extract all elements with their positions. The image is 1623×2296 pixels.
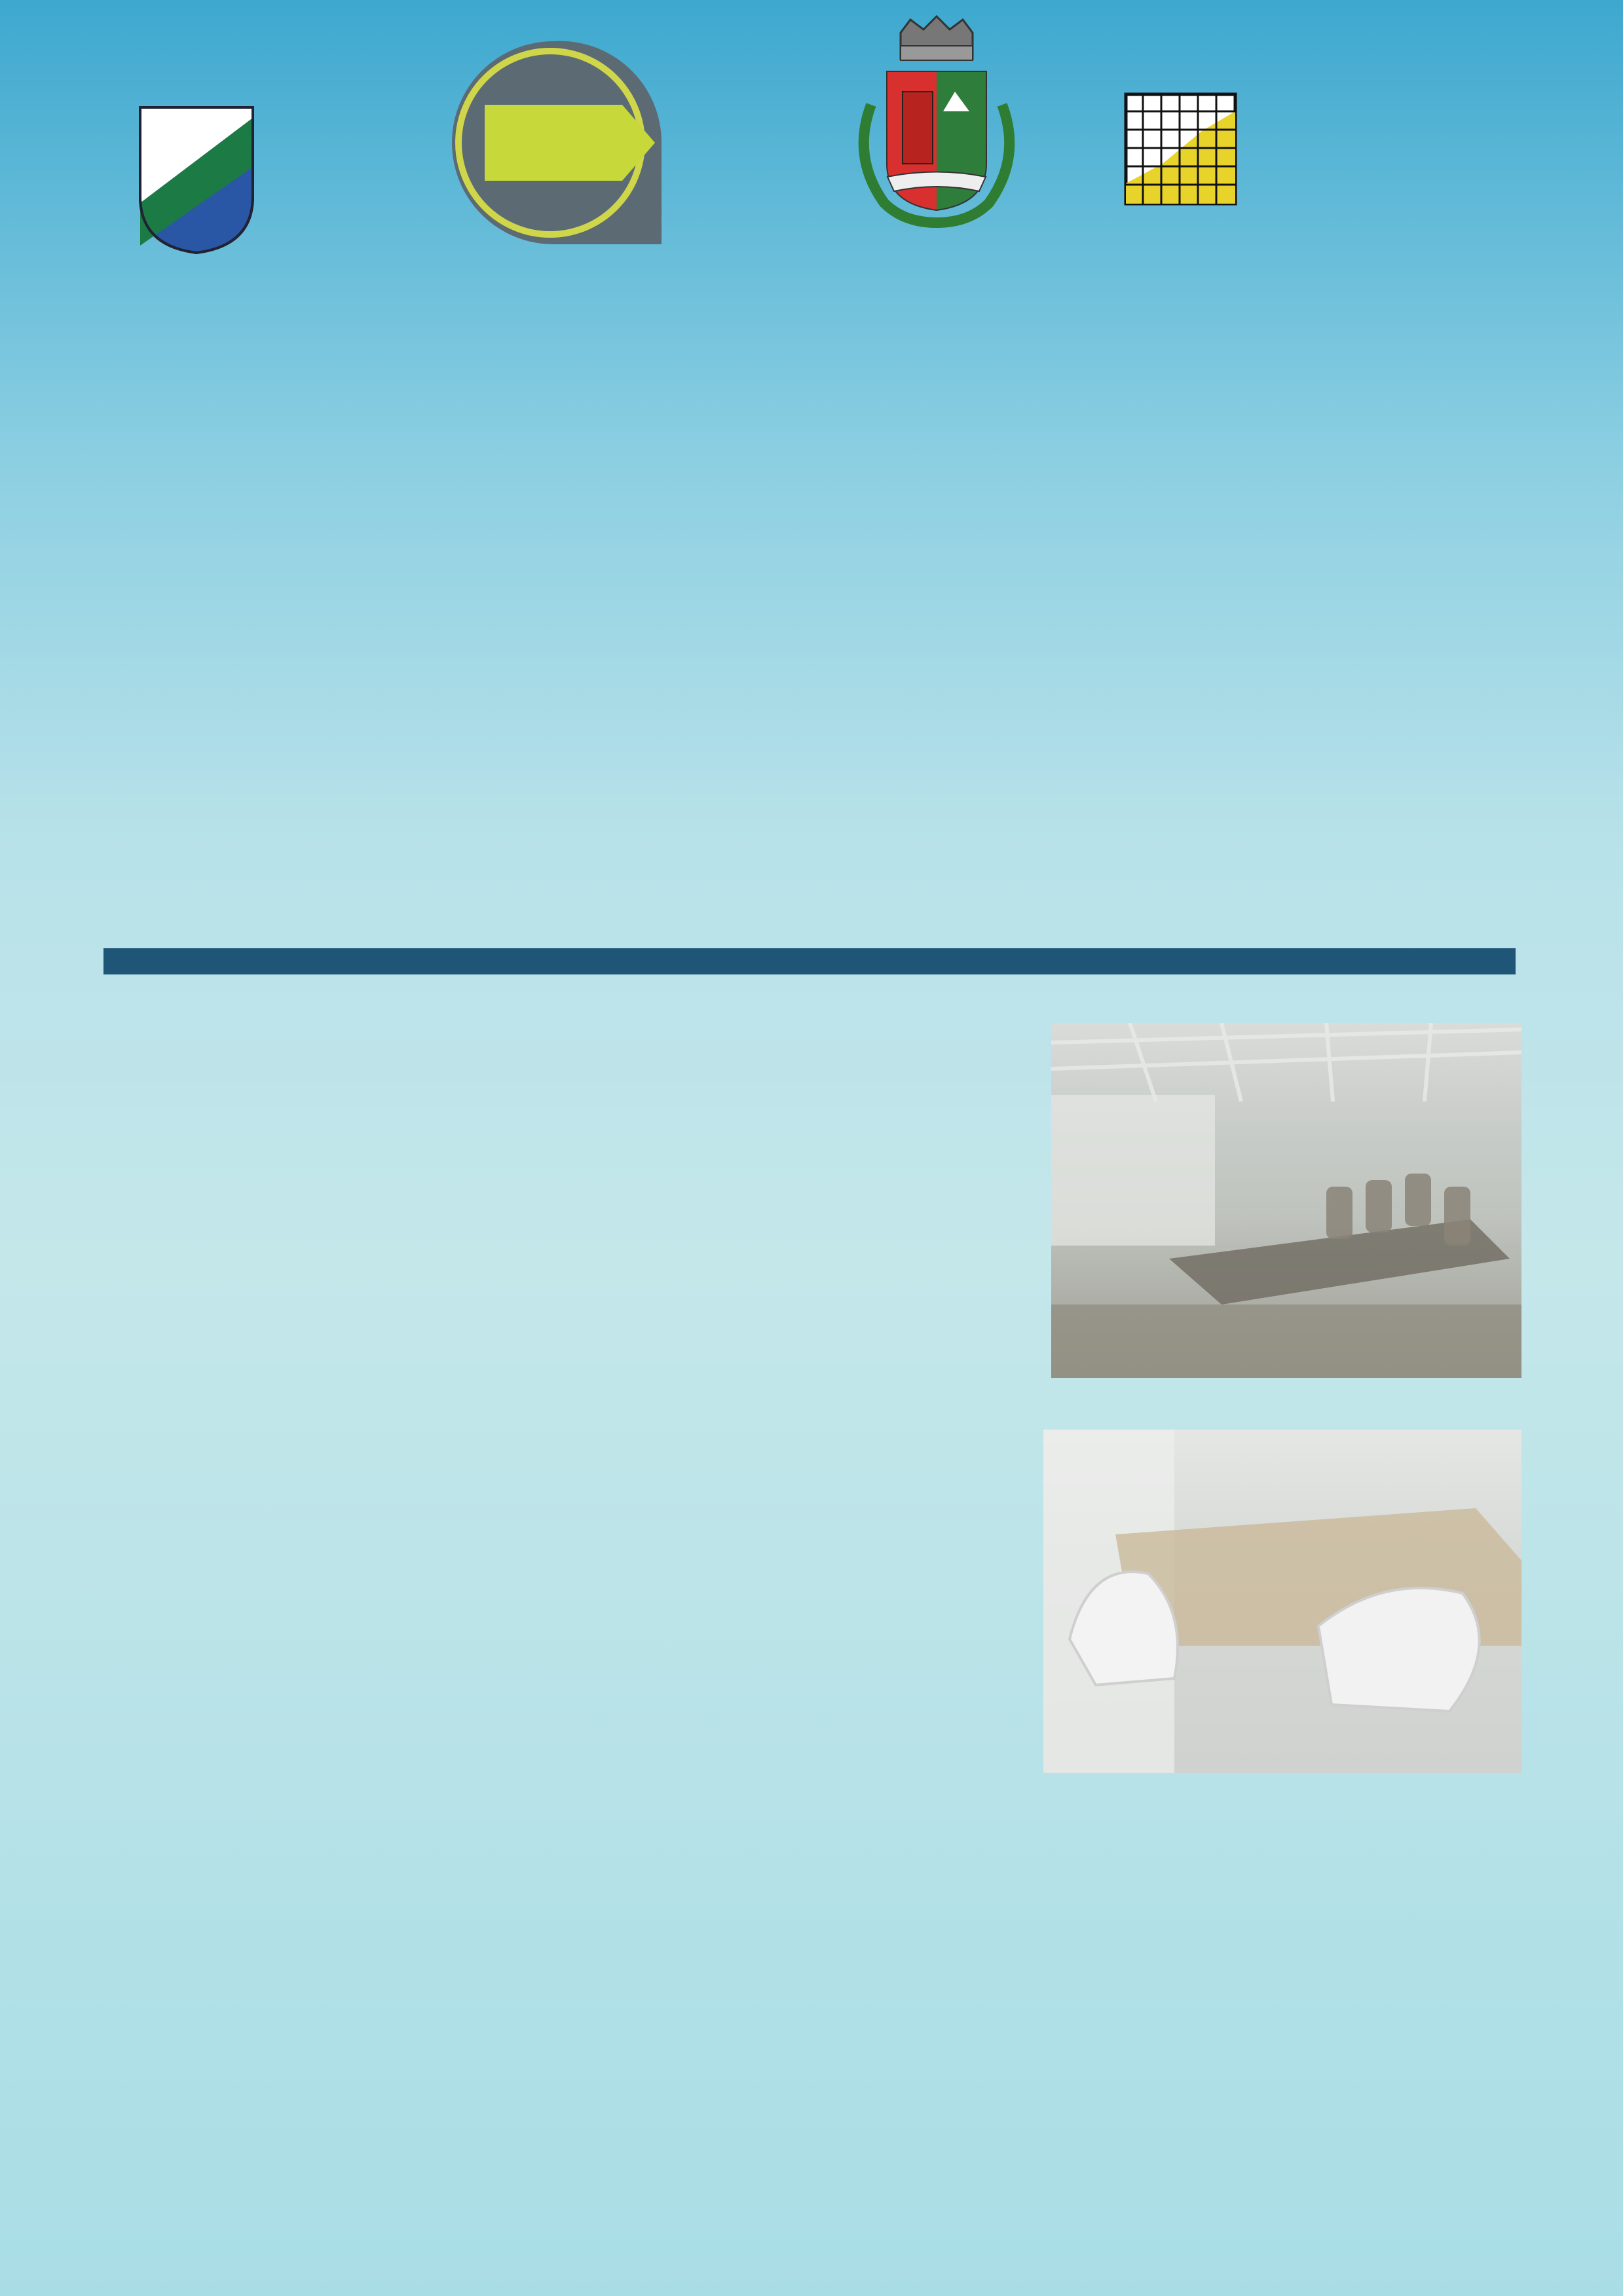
conference-room-image — [1051, 1023, 1521, 1378]
comune-cepagatti-logo — [753, 13, 1120, 275]
garanzia-giovani-badge-icon — [445, 36, 681, 252]
round-table-image — [1043, 1430, 1521, 1773]
photo-card-conference-room — [1051, 1023, 1521, 1378]
section-divider — [103, 948, 1516, 974]
opeca-logo — [1123, 92, 1529, 206]
abruzzo-shield-icon — [138, 105, 255, 255]
opeca-chart-icon — [1123, 92, 1238, 206]
photo-card-round-table — [1043, 1430, 1521, 1773]
garanzia-giovani-logo — [445, 36, 681, 252]
comune-crest-icon — [845, 13, 1028, 242]
regione-abruzzo-logo — [111, 39, 282, 268]
